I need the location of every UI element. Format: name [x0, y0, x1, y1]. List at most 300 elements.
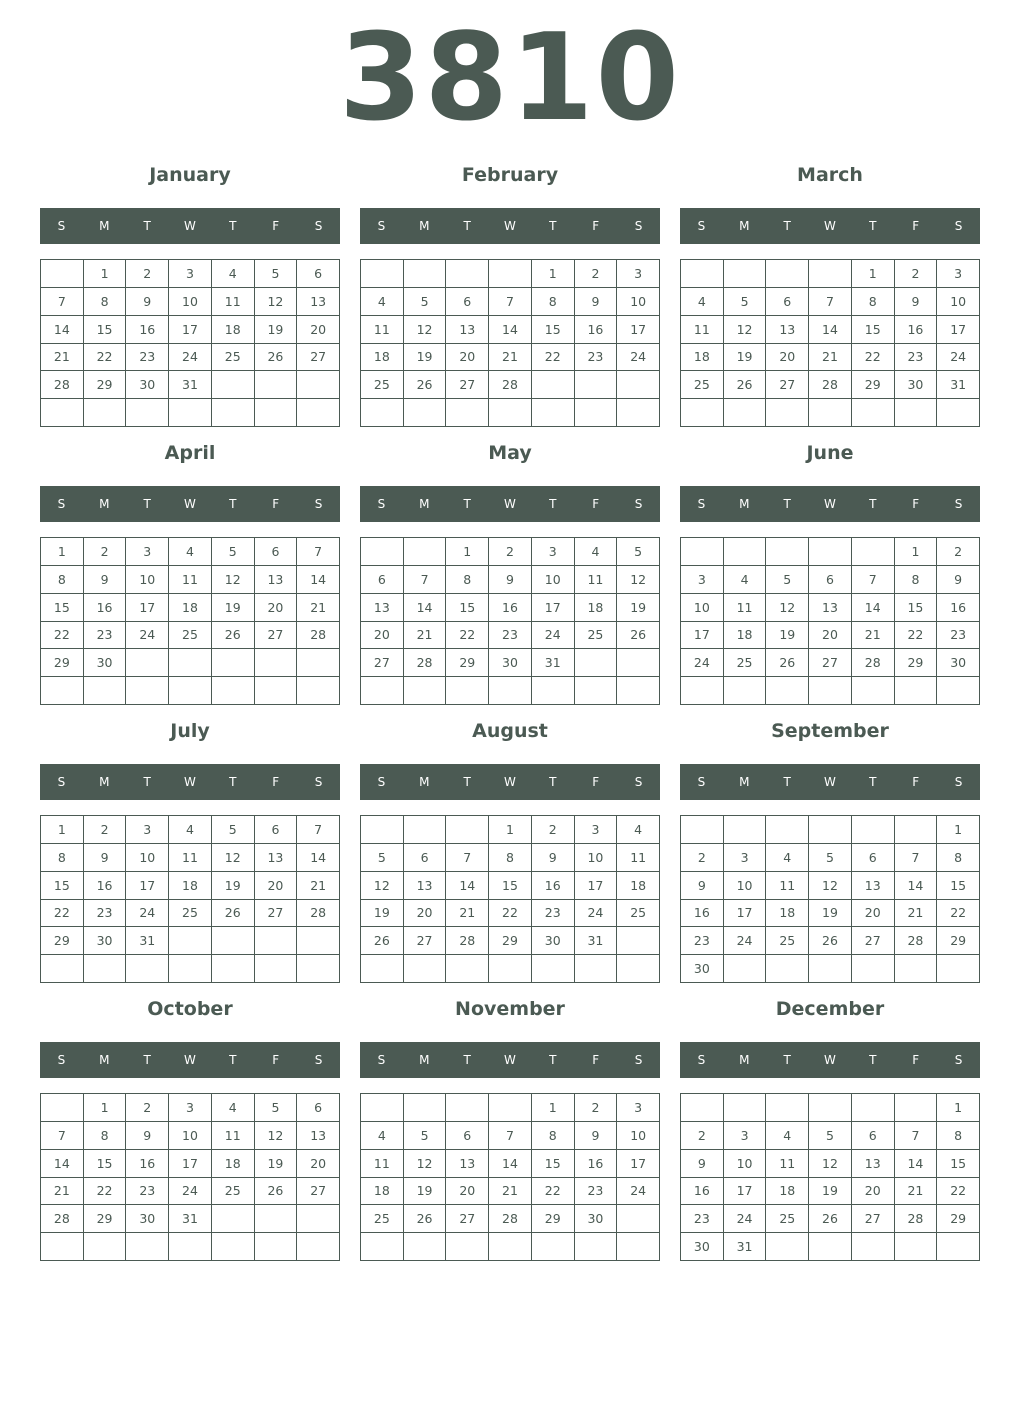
day-cell[interactable]: 20	[297, 1150, 340, 1178]
day-cell[interactable]: 27	[297, 344, 340, 372]
day-cell[interactable]: 16	[895, 316, 938, 344]
day-cell[interactable]: 27	[766, 371, 809, 399]
day-cell[interactable]: 1	[41, 538, 84, 566]
day-cell[interactable]: 13	[852, 1150, 895, 1178]
day-cell[interactable]: 13	[297, 288, 340, 316]
day-cell[interactable]: 19	[809, 900, 852, 928]
day-cell[interactable]: 15	[532, 1150, 575, 1178]
day-cell[interactable]: 18	[361, 1178, 404, 1206]
day-cell[interactable]: 18	[766, 1178, 809, 1206]
day-cell[interactable]: 28	[895, 927, 938, 955]
day-cell[interactable]: 4	[681, 288, 724, 316]
day-cell[interactable]: 2	[84, 538, 127, 566]
day-cell[interactable]: 11	[575, 566, 618, 594]
day-cell[interactable]: 2	[489, 538, 532, 566]
day-cell[interactable]: 2	[681, 1122, 724, 1150]
day-cell[interactable]: 2	[84, 816, 127, 844]
day-cell[interactable]: 22	[852, 344, 895, 372]
day-cell[interactable]: 19	[724, 344, 767, 372]
day-cell[interactable]: 22	[41, 622, 84, 650]
day-cell[interactable]: 20	[361, 622, 404, 650]
day-cell[interactable]: 24	[126, 622, 169, 650]
day-cell[interactable]: 24	[126, 900, 169, 928]
day-cell[interactable]: 6	[852, 1122, 895, 1150]
day-cell[interactable]: 9	[126, 1122, 169, 1150]
day-cell[interactable]: 9	[489, 566, 532, 594]
day-cell[interactable]: 7	[895, 1122, 938, 1150]
day-cell[interactable]: 4	[212, 1094, 255, 1122]
day-cell[interactable]: 7	[297, 538, 340, 566]
day-cell[interactable]: 10	[169, 1122, 212, 1150]
day-cell[interactable]: 9	[84, 844, 127, 872]
day-cell[interactable]: 26	[255, 1178, 298, 1206]
day-cell[interactable]: 23	[84, 900, 127, 928]
day-cell[interactable]: 21	[895, 1178, 938, 1206]
day-cell[interactable]: 14	[852, 594, 895, 622]
day-cell[interactable]: 26	[212, 900, 255, 928]
day-cell[interactable]: 11	[766, 1150, 809, 1178]
day-cell[interactable]: 5	[361, 844, 404, 872]
day-cell[interactable]: 23	[84, 622, 127, 650]
day-cell[interactable]: 27	[809, 649, 852, 677]
day-cell[interactable]: 23	[895, 344, 938, 372]
day-cell[interactable]: 26	[766, 649, 809, 677]
day-cell[interactable]: 13	[852, 872, 895, 900]
day-cell[interactable]: 12	[404, 316, 447, 344]
day-cell[interactable]: 10	[937, 288, 980, 316]
day-cell[interactable]: 15	[489, 872, 532, 900]
day-cell[interactable]: 11	[212, 1122, 255, 1150]
day-cell[interactable]: 7	[895, 844, 938, 872]
day-cell[interactable]: 17	[724, 900, 767, 928]
day-cell[interactable]: 28	[41, 1205, 84, 1233]
day-cell[interactable]: 22	[489, 900, 532, 928]
day-cell[interactable]: 24	[575, 900, 618, 928]
day-cell[interactable]: 28	[895, 1205, 938, 1233]
day-cell[interactable]: 4	[766, 1122, 809, 1150]
day-cell[interactable]: 26	[809, 927, 852, 955]
day-cell[interactable]: 24	[681, 649, 724, 677]
day-cell[interactable]: 15	[937, 872, 980, 900]
day-cell[interactable]: 13	[361, 594, 404, 622]
day-cell[interactable]: 30	[681, 955, 724, 983]
day-cell[interactable]: 11	[169, 844, 212, 872]
day-cell[interactable]: 20	[852, 900, 895, 928]
day-cell[interactable]: 1	[489, 816, 532, 844]
day-cell[interactable]: 6	[255, 816, 298, 844]
day-cell[interactable]: 17	[617, 316, 660, 344]
day-cell[interactable]: 8	[41, 844, 84, 872]
day-cell[interactable]: 6	[297, 260, 340, 288]
day-cell[interactable]: 1	[937, 816, 980, 844]
day-cell[interactable]: 3	[617, 1094, 660, 1122]
day-cell[interactable]: 1	[532, 1094, 575, 1122]
day-cell[interactable]: 9	[895, 288, 938, 316]
day-cell[interactable]: 20	[404, 900, 447, 928]
day-cell[interactable]: 3	[681, 566, 724, 594]
day-cell[interactable]: 5	[212, 816, 255, 844]
day-cell[interactable]: 25	[766, 927, 809, 955]
day-cell[interactable]: 17	[126, 594, 169, 622]
day-cell[interactable]: 8	[532, 1122, 575, 1150]
day-cell[interactable]: 24	[169, 1178, 212, 1206]
day-cell[interactable]: 2	[681, 844, 724, 872]
day-cell[interactable]: 28	[297, 900, 340, 928]
day-cell[interactable]: 28	[809, 371, 852, 399]
day-cell[interactable]: 4	[361, 288, 404, 316]
day-cell[interactable]: 10	[617, 1122, 660, 1150]
day-cell[interactable]: 21	[297, 872, 340, 900]
day-cell[interactable]: 15	[852, 316, 895, 344]
day-cell[interactable]: 15	[41, 594, 84, 622]
day-cell[interactable]: 12	[212, 844, 255, 872]
day-cell[interactable]: 26	[809, 1205, 852, 1233]
day-cell[interactable]: 12	[255, 288, 298, 316]
day-cell[interactable]: 25	[212, 344, 255, 372]
day-cell[interactable]: 22	[532, 1178, 575, 1206]
day-cell[interactable]: 16	[681, 900, 724, 928]
day-cell[interactable]: 15	[84, 1150, 127, 1178]
day-cell[interactable]: 13	[255, 566, 298, 594]
day-cell[interactable]: 7	[297, 816, 340, 844]
day-cell[interactable]: 23	[937, 622, 980, 650]
day-cell[interactable]: 29	[895, 649, 938, 677]
day-cell[interactable]: 3	[937, 260, 980, 288]
day-cell[interactable]: 9	[126, 288, 169, 316]
day-cell[interactable]: 8	[852, 288, 895, 316]
day-cell[interactable]: 27	[404, 927, 447, 955]
day-cell[interactable]: 17	[937, 316, 980, 344]
day-cell[interactable]: 27	[852, 927, 895, 955]
day-cell[interactable]: 14	[489, 1150, 532, 1178]
day-cell[interactable]: 14	[297, 844, 340, 872]
day-cell[interactable]: 12	[766, 594, 809, 622]
day-cell[interactable]: 5	[766, 566, 809, 594]
day-cell[interactable]: 6	[404, 844, 447, 872]
day-cell[interactable]: 23	[575, 344, 618, 372]
day-cell[interactable]: 23	[489, 622, 532, 650]
day-cell[interactable]: 11	[212, 288, 255, 316]
day-cell[interactable]: 9	[84, 566, 127, 594]
day-cell[interactable]: 19	[404, 344, 447, 372]
day-cell[interactable]: 20	[809, 622, 852, 650]
day-cell[interactable]: 6	[809, 566, 852, 594]
day-cell[interactable]: 20	[766, 344, 809, 372]
day-cell[interactable]: 19	[212, 872, 255, 900]
day-cell[interactable]: 2	[126, 1094, 169, 1122]
day-cell[interactable]: 10	[126, 566, 169, 594]
day-cell[interactable]: 31	[126, 927, 169, 955]
day-cell[interactable]: 1	[84, 260, 127, 288]
day-cell[interactable]: 20	[852, 1178, 895, 1206]
day-cell[interactable]: 27	[255, 622, 298, 650]
day-cell[interactable]: 26	[404, 371, 447, 399]
day-cell[interactable]: 6	[446, 288, 489, 316]
day-cell[interactable]: 20	[446, 1178, 489, 1206]
day-cell[interactable]: 31	[575, 927, 618, 955]
day-cell[interactable]: 29	[937, 1205, 980, 1233]
day-cell[interactable]: 13	[404, 872, 447, 900]
day-cell[interactable]: 10	[681, 594, 724, 622]
day-cell[interactable]: 11	[681, 316, 724, 344]
day-cell[interactable]: 30	[489, 649, 532, 677]
day-cell[interactable]: 13	[255, 844, 298, 872]
day-cell[interactable]: 23	[532, 900, 575, 928]
day-cell[interactable]: 22	[41, 900, 84, 928]
day-cell[interactable]: 7	[489, 288, 532, 316]
day-cell[interactable]: 2	[126, 260, 169, 288]
day-cell[interactable]: 26	[617, 622, 660, 650]
day-cell[interactable]: 18	[169, 594, 212, 622]
day-cell[interactable]: 4	[766, 844, 809, 872]
day-cell[interactable]: 3	[126, 816, 169, 844]
day-cell[interactable]: 24	[724, 1205, 767, 1233]
day-cell[interactable]: 16	[84, 872, 127, 900]
day-cell[interactable]: 7	[809, 288, 852, 316]
day-cell[interactable]: 28	[446, 927, 489, 955]
day-cell[interactable]: 1	[852, 260, 895, 288]
day-cell[interactable]: 3	[575, 816, 618, 844]
day-cell[interactable]: 28	[489, 371, 532, 399]
day-cell[interactable]: 9	[575, 288, 618, 316]
day-cell[interactable]: 26	[404, 1205, 447, 1233]
day-cell[interactable]: 23	[126, 344, 169, 372]
day-cell[interactable]: 13	[446, 1150, 489, 1178]
day-cell[interactable]: 23	[126, 1178, 169, 1206]
day-cell[interactable]: 5	[255, 260, 298, 288]
day-cell[interactable]: 18	[617, 872, 660, 900]
day-cell[interactable]: 7	[852, 566, 895, 594]
day-cell[interactable]: 19	[255, 1150, 298, 1178]
day-cell[interactable]: 23	[681, 1205, 724, 1233]
day-cell[interactable]: 4	[575, 538, 618, 566]
day-cell[interactable]: 12	[617, 566, 660, 594]
day-cell[interactable]: 13	[446, 316, 489, 344]
day-cell[interactable]: 14	[895, 872, 938, 900]
day-cell[interactable]: 9	[532, 844, 575, 872]
day-cell[interactable]: 22	[532, 344, 575, 372]
day-cell[interactable]: 24	[617, 1178, 660, 1206]
day-cell[interactable]: 22	[446, 622, 489, 650]
day-cell[interactable]: 6	[361, 566, 404, 594]
day-cell[interactable]: 31	[169, 371, 212, 399]
day-cell[interactable]: 19	[617, 594, 660, 622]
day-cell[interactable]: 3	[617, 260, 660, 288]
day-cell[interactable]: 19	[809, 1178, 852, 1206]
day-cell[interactable]: 26	[724, 371, 767, 399]
day-cell[interactable]: 15	[41, 872, 84, 900]
day-cell[interactable]: 18	[212, 1150, 255, 1178]
day-cell[interactable]: 6	[255, 538, 298, 566]
day-cell[interactable]: 16	[126, 316, 169, 344]
day-cell[interactable]: 29	[41, 649, 84, 677]
day-cell[interactable]: 12	[212, 566, 255, 594]
day-cell[interactable]: 1	[84, 1094, 127, 1122]
day-cell[interactable]: 13	[297, 1122, 340, 1150]
day-cell[interactable]: 1	[532, 260, 575, 288]
day-cell[interactable]: 3	[169, 260, 212, 288]
day-cell[interactable]: 16	[84, 594, 127, 622]
day-cell[interactable]: 22	[84, 344, 127, 372]
day-cell[interactable]: 4	[724, 566, 767, 594]
day-cell[interactable]: 3	[724, 1122, 767, 1150]
day-cell[interactable]: 2	[937, 538, 980, 566]
day-cell[interactable]: 16	[575, 316, 618, 344]
day-cell[interactable]: 30	[937, 649, 980, 677]
day-cell[interactable]: 26	[212, 622, 255, 650]
day-cell[interactable]: 21	[41, 1178, 84, 1206]
day-cell[interactable]: 10	[724, 872, 767, 900]
day-cell[interactable]: 29	[84, 1205, 127, 1233]
day-cell[interactable]: 7	[41, 1122, 84, 1150]
day-cell[interactable]: 2	[575, 1094, 618, 1122]
day-cell[interactable]: 11	[361, 1150, 404, 1178]
day-cell[interactable]: 8	[937, 844, 980, 872]
day-cell[interactable]: 20	[297, 316, 340, 344]
day-cell[interactable]: 31	[937, 371, 980, 399]
day-cell[interactable]: 25	[169, 622, 212, 650]
day-cell[interactable]: 12	[809, 1150, 852, 1178]
day-cell[interactable]: 30	[84, 649, 127, 677]
day-cell[interactable]: 21	[446, 900, 489, 928]
day-cell[interactable]: 30	[532, 927, 575, 955]
day-cell[interactable]: 29	[41, 927, 84, 955]
day-cell[interactable]: 14	[404, 594, 447, 622]
day-cell[interactable]: 9	[937, 566, 980, 594]
day-cell[interactable]: 21	[852, 622, 895, 650]
day-cell[interactable]: 10	[126, 844, 169, 872]
day-cell[interactable]: 17	[126, 872, 169, 900]
day-cell[interactable]: 27	[297, 1178, 340, 1206]
day-cell[interactable]: 14	[41, 316, 84, 344]
day-cell[interactable]: 5	[404, 288, 447, 316]
day-cell[interactable]: 18	[212, 316, 255, 344]
day-cell[interactable]: 18	[766, 900, 809, 928]
day-cell[interactable]: 28	[297, 622, 340, 650]
day-cell[interactable]: 4	[617, 816, 660, 844]
day-cell[interactable]: 23	[681, 927, 724, 955]
day-cell[interactable]: 12	[724, 316, 767, 344]
day-cell[interactable]: 26	[255, 344, 298, 372]
day-cell[interactable]: 25	[724, 649, 767, 677]
day-cell[interactable]: 29	[84, 371, 127, 399]
day-cell[interactable]: 8	[489, 844, 532, 872]
day-cell[interactable]: 24	[617, 344, 660, 372]
day-cell[interactable]: 10	[575, 844, 618, 872]
day-cell[interactable]: 27	[255, 900, 298, 928]
day-cell[interactable]: 17	[169, 316, 212, 344]
day-cell[interactable]: 20	[255, 594, 298, 622]
day-cell[interactable]: 17	[724, 1178, 767, 1206]
day-cell[interactable]: 1	[41, 816, 84, 844]
day-cell[interactable]: 2	[895, 260, 938, 288]
day-cell[interactable]: 17	[575, 872, 618, 900]
day-cell[interactable]: 30	[84, 927, 127, 955]
day-cell[interactable]: 19	[255, 316, 298, 344]
day-cell[interactable]: 8	[937, 1122, 980, 1150]
day-cell[interactable]: 27	[361, 649, 404, 677]
day-cell[interactable]: 1	[937, 1094, 980, 1122]
day-cell[interactable]: 20	[446, 344, 489, 372]
day-cell[interactable]: 5	[255, 1094, 298, 1122]
day-cell[interactable]: 11	[766, 872, 809, 900]
day-cell[interactable]: 18	[575, 594, 618, 622]
day-cell[interactable]: 14	[297, 566, 340, 594]
day-cell[interactable]: 16	[681, 1178, 724, 1206]
day-cell[interactable]: 6	[766, 288, 809, 316]
day-cell[interactable]: 28	[404, 649, 447, 677]
day-cell[interactable]: 28	[489, 1205, 532, 1233]
day-cell[interactable]: 4	[169, 816, 212, 844]
day-cell[interactable]: 13	[809, 594, 852, 622]
day-cell[interactable]: 25	[212, 1178, 255, 1206]
day-cell[interactable]: 8	[532, 288, 575, 316]
day-cell[interactable]: 29	[489, 927, 532, 955]
day-cell[interactable]: 31	[532, 649, 575, 677]
day-cell[interactable]: 21	[489, 344, 532, 372]
day-cell[interactable]: 5	[617, 538, 660, 566]
day-cell[interactable]: 30	[575, 1205, 618, 1233]
day-cell[interactable]: 12	[361, 872, 404, 900]
day-cell[interactable]: 21	[809, 344, 852, 372]
day-cell[interactable]: 10	[724, 1150, 767, 1178]
day-cell[interactable]: 17	[617, 1150, 660, 1178]
day-cell[interactable]: 25	[766, 1205, 809, 1233]
day-cell[interactable]: 6	[297, 1094, 340, 1122]
day-cell[interactable]: 27	[446, 371, 489, 399]
day-cell[interactable]: 10	[169, 288, 212, 316]
day-cell[interactable]: 29	[852, 371, 895, 399]
day-cell[interactable]: 1	[895, 538, 938, 566]
day-cell[interactable]: 27	[852, 1205, 895, 1233]
day-cell[interactable]: 5	[724, 288, 767, 316]
day-cell[interactable]: 16	[937, 594, 980, 622]
day-cell[interactable]: 14	[446, 872, 489, 900]
day-cell[interactable]: 14	[489, 316, 532, 344]
day-cell[interactable]: 11	[169, 566, 212, 594]
day-cell[interactable]: 15	[895, 594, 938, 622]
day-cell[interactable]: 25	[169, 900, 212, 928]
day-cell[interactable]: 19	[766, 622, 809, 650]
day-cell[interactable]: 15	[937, 1150, 980, 1178]
day-cell[interactable]: 10	[532, 566, 575, 594]
day-cell[interactable]: 3	[724, 844, 767, 872]
day-cell[interactable]: 20	[255, 872, 298, 900]
day-cell[interactable]: 13	[766, 316, 809, 344]
day-cell[interactable]: 11	[617, 844, 660, 872]
day-cell[interactable]: 16	[489, 594, 532, 622]
day-cell[interactable]: 16	[532, 872, 575, 900]
day-cell[interactable]: 8	[41, 566, 84, 594]
day-cell[interactable]: 6	[446, 1122, 489, 1150]
day-cell[interactable]: 17	[532, 594, 575, 622]
day-cell[interactable]: 5	[809, 844, 852, 872]
day-cell[interactable]: 21	[489, 1178, 532, 1206]
day-cell[interactable]: 24	[937, 344, 980, 372]
day-cell[interactable]: 3	[169, 1094, 212, 1122]
day-cell[interactable]: 14	[809, 316, 852, 344]
day-cell[interactable]: 22	[937, 1178, 980, 1206]
day-cell[interactable]: 19	[361, 900, 404, 928]
day-cell[interactable]: 9	[681, 872, 724, 900]
day-cell[interactable]: 4	[361, 1122, 404, 1150]
day-cell[interactable]: 21	[404, 622, 447, 650]
day-cell[interactable]: 25	[361, 1205, 404, 1233]
day-cell[interactable]: 25	[617, 900, 660, 928]
day-cell[interactable]: 15	[446, 594, 489, 622]
day-cell[interactable]: 18	[681, 344, 724, 372]
day-cell[interactable]: 11	[361, 316, 404, 344]
